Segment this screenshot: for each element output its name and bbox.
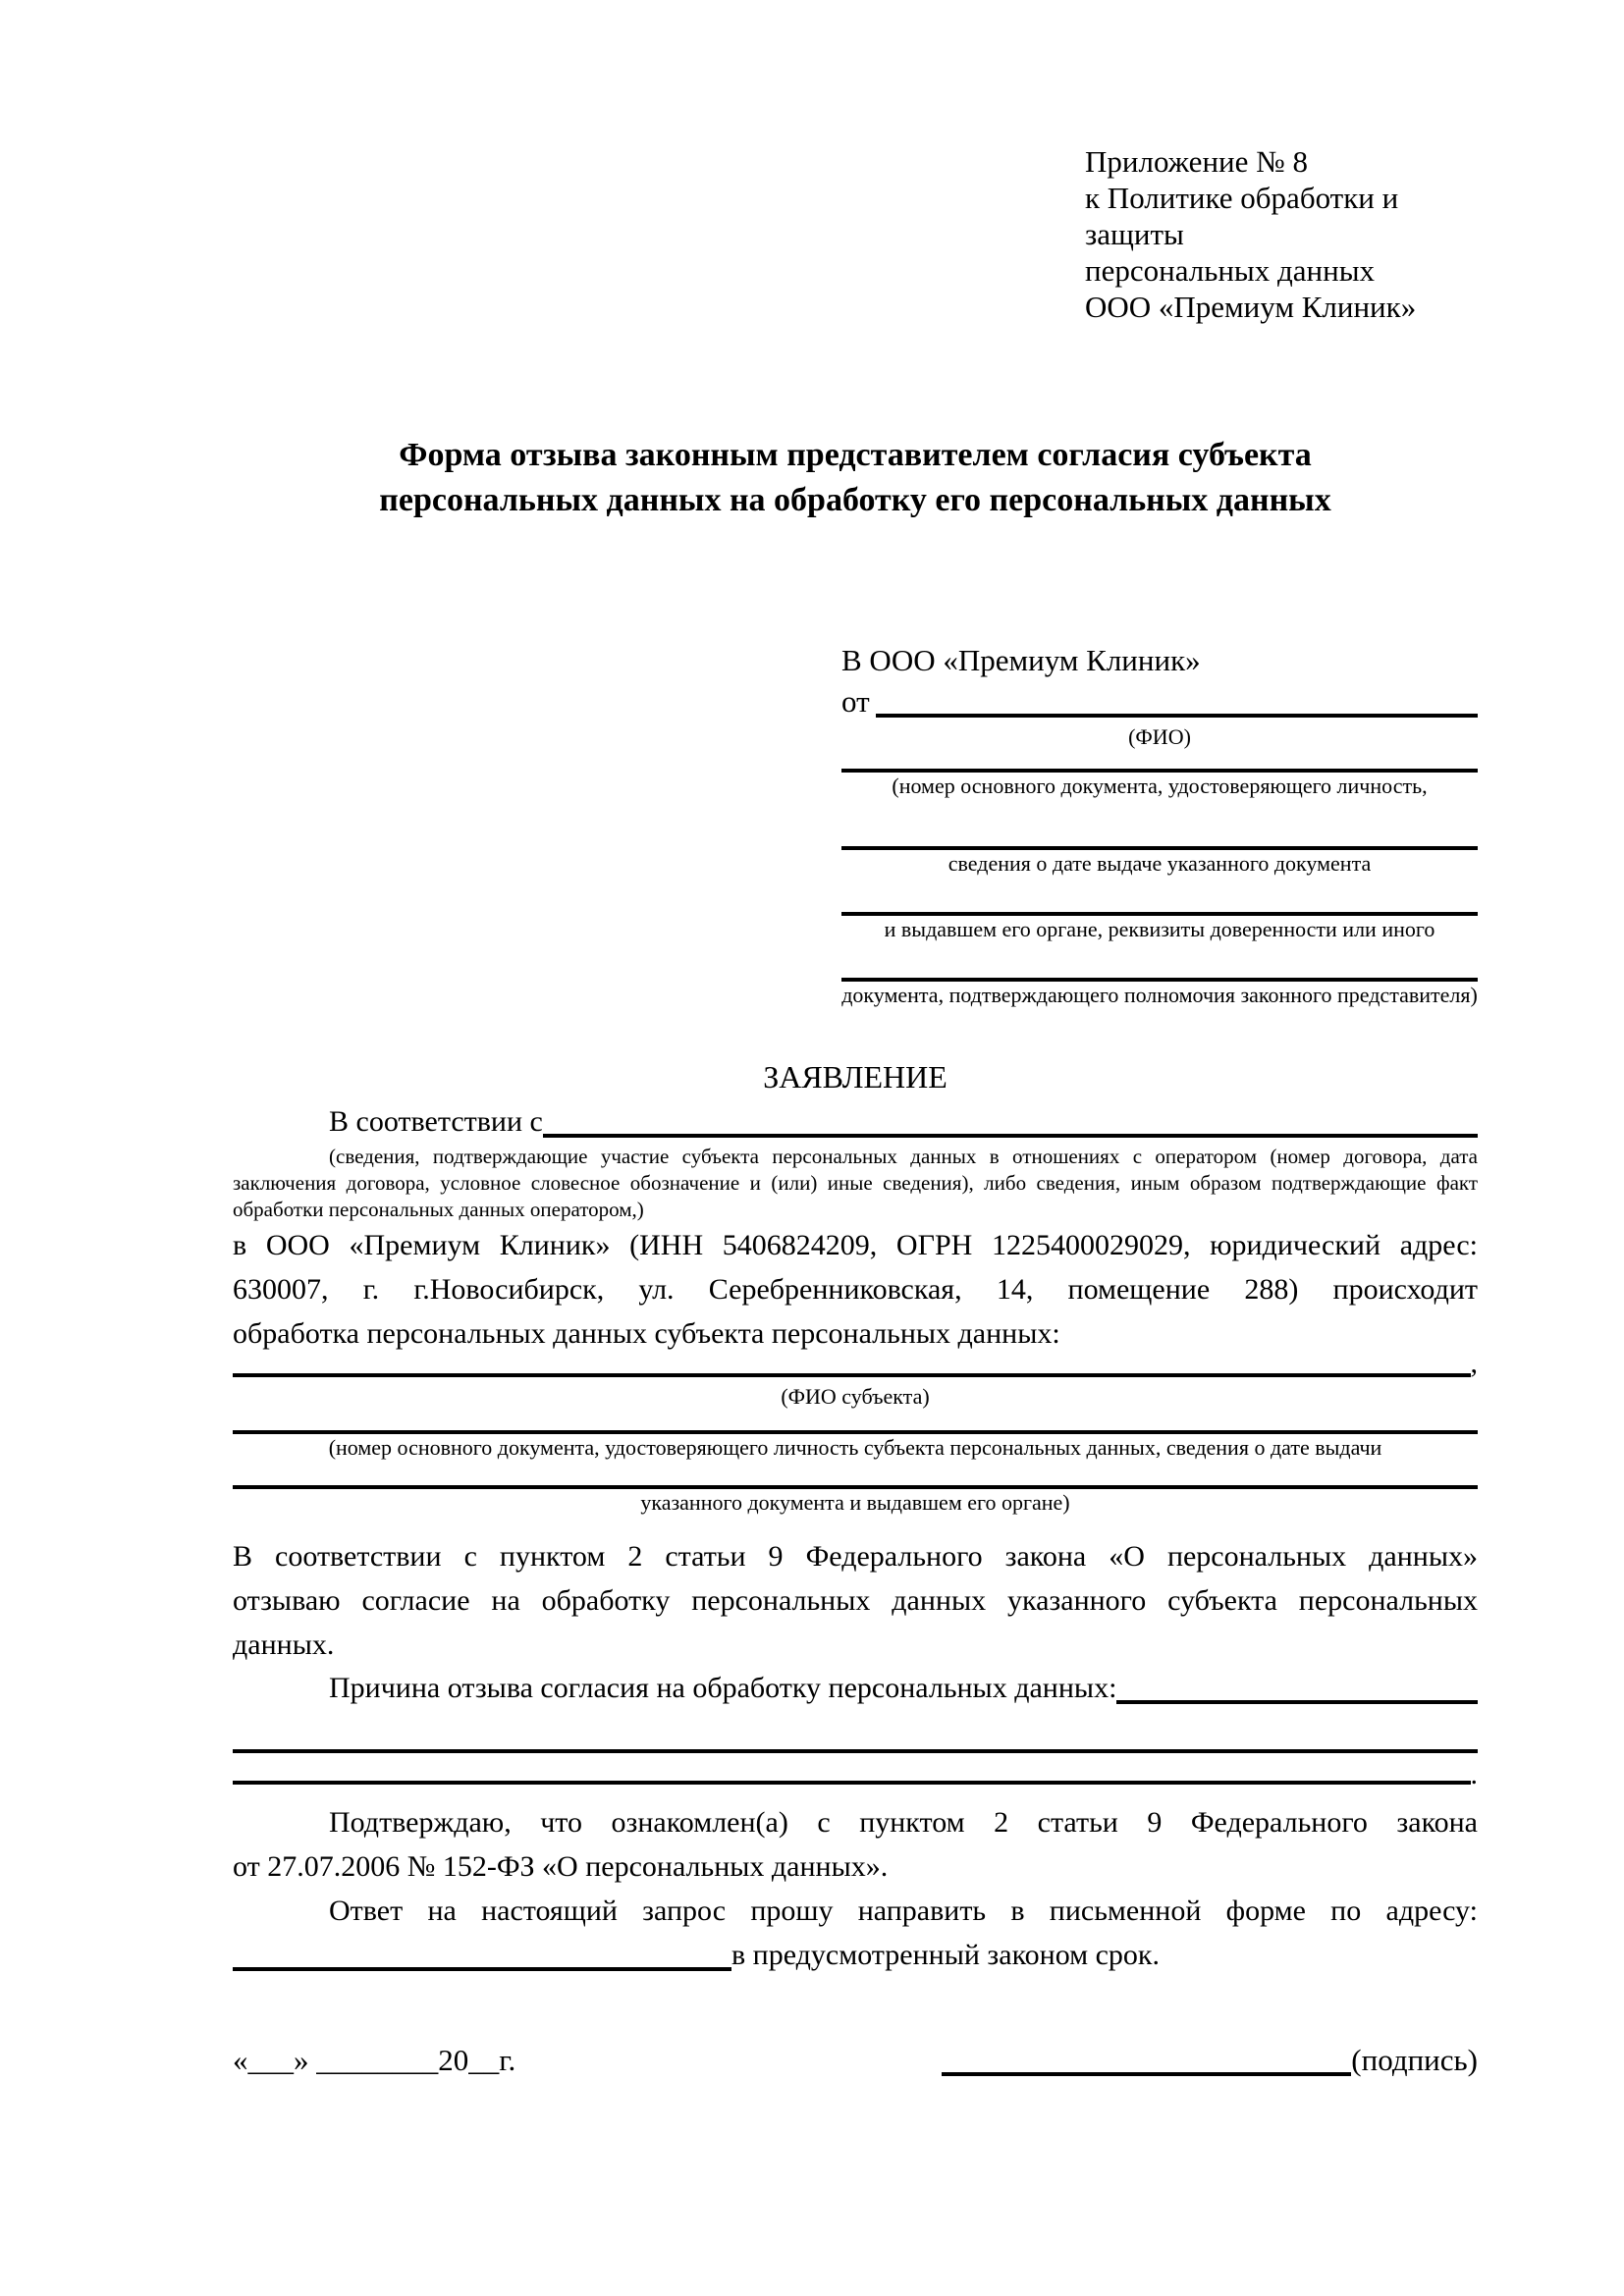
reason-fill-line <box>1116 1700 1478 1704</box>
small-print-line: (сведения, подтверждающие участие субъекта персональных данных в отношениях с оператором (номер договора, дата <box>329 1145 1478 1168</box>
operator-paragraph <box>233 1223 1478 1356</box>
annex-line: Приложение № 8 <box>1085 144 1308 179</box>
operator-line: обработка персональных данных субъекта персональных данных: <box>233 1317 1060 1350</box>
reason-row <box>233 1667 1478 1710</box>
withdraw-line: В соответствии с пунктом 2 статьи 9 Федерального закона «О персональных данных» <box>233 1540 1478 1573</box>
accordance-row <box>233 1100 1478 1144</box>
subject-doc-fill-line <box>233 1411 1478 1434</box>
trailing-comma: , <box>1470 1347 1478 1379</box>
signature-caption: (подпись) <box>1351 2043 1478 2077</box>
doc-issue-date-caption: сведения о дате выдаче указанного документа <box>947 851 1372 876</box>
annex-line: к Политике обработки и защиты <box>1085 181 1399 251</box>
reply-paragraph-tail: в предусмотренный законом срок. <box>731 1939 1160 1971</box>
small-print-line: заключения договора, условное словесное обозначение и (или) иные сведения), либо сведения, иным образом подтверждающие факт <box>233 1171 1478 1195</box>
reason-fill-row-3 <box>233 1757 1478 1792</box>
confirm-line: Подтверждаю, что ознакомлен(а) с пунктом 2 статьи 9 Федерального закона <box>329 1806 1478 1839</box>
confirm-line: от 27.07.2006 № 152-ФЗ «О персональных данных». <box>233 1850 889 1883</box>
signature-fill-line <box>942 2072 1351 2076</box>
operator-line: в ООО «Премиум Клиник» (ИНН 5406824209, ОГРН 1225400029029, юридический адрес: <box>233 1229 1478 1261</box>
annex-block <box>1085 143 1478 325</box>
accordance-label: В соответствии с <box>329 1105 543 1138</box>
from-label: от <box>841 684 870 719</box>
authority-doc-caption: документа, подтверждающего полномочия законного представителя) <box>841 983 1478 1007</box>
date-line: «___» ________20__г. <box>233 2043 516 2077</box>
doc-issuer-fill-line <box>841 877 1478 916</box>
subject-doc-caption-line-2: указанного документа и выдавшем его органе) <box>640 1490 1070 1515</box>
reply-paragraph-line-2 <box>233 1933 1478 1977</box>
doc-number-caption: (номер основного документа, удостоверяющего личность, <box>892 774 1428 798</box>
subject-fio-caption: (ФИО субъекта) <box>781 1384 930 1409</box>
withdraw-line: данных. <box>233 1629 335 1661</box>
doc-issue-date-fill-line <box>841 799 1478 850</box>
doc-issuer-caption: и выдавшем его органе, реквизиты доверенности или иного <box>884 917 1435 941</box>
accordance-fill-line <box>543 1134 1478 1138</box>
operator-line: 630007, г. г.Новосибирск, ул. Серебренниковская, 14, помещение 288) происходит <box>233 1273 1478 1306</box>
statement-heading: ЗАЯВЛЕНИЕ <box>763 1059 947 1095</box>
authority-doc-fill-line <box>841 942 1478 982</box>
annex-line: ООО «Премиум Клиник» <box>1085 290 1417 324</box>
withdraw-paragraph <box>233 1534 1478 1667</box>
reply-paragraph-line-1: Ответ на настоящий запрос прошу направить в письменной форме по адресу: <box>329 1895 1478 1927</box>
reply-address-fill-line <box>233 1967 731 1971</box>
title-line: персональных данных на обработку его персональных данных <box>379 482 1331 518</box>
confirm-paragraph <box>233 1800 1478 1889</box>
document-title <box>233 433 1478 523</box>
subject-doc-issuer-fill-line <box>233 1462 1478 1489</box>
addressee-from-row <box>841 680 1478 723</box>
small-print-block <box>233 1144 1478 1223</box>
title-line: Форма отзыва законным представителем согласия субъекта <box>399 437 1312 473</box>
reason-fill-line-3 <box>233 1781 1471 1785</box>
representative-fio-fill-line <box>876 714 1478 718</box>
reason-fill-line-2 <box>233 1724 1478 1753</box>
trailing-period: . <box>1470 1758 1478 1790</box>
footer-row <box>233 2038 1478 2082</box>
fio-caption: (ФИО) <box>1128 724 1191 749</box>
small-print-line: обработки персональных данных оператором,) <box>233 1198 644 1221</box>
representative-doc-number-fill-line <box>841 750 1478 773</box>
subject-doc-caption-line-1: (номер основного документа, удостоверяющего личность субъекта персональных данных, сведения о дате выдачи <box>328 1435 1382 1460</box>
subject-fio-fill-line <box>233 1373 1471 1377</box>
addressee-to: В ООО «Премиум Клиник» <box>841 643 1201 677</box>
annex-line: персональных данных <box>1085 253 1376 288</box>
addressee-block <box>841 641 1478 1008</box>
withdraw-line: отзываю согласие на обработку персональных данных указанного субъекта персональных <box>233 1584 1478 1617</box>
reason-label: Причина отзыва согласия на обработку персональных данных: <box>329 1672 1117 1704</box>
